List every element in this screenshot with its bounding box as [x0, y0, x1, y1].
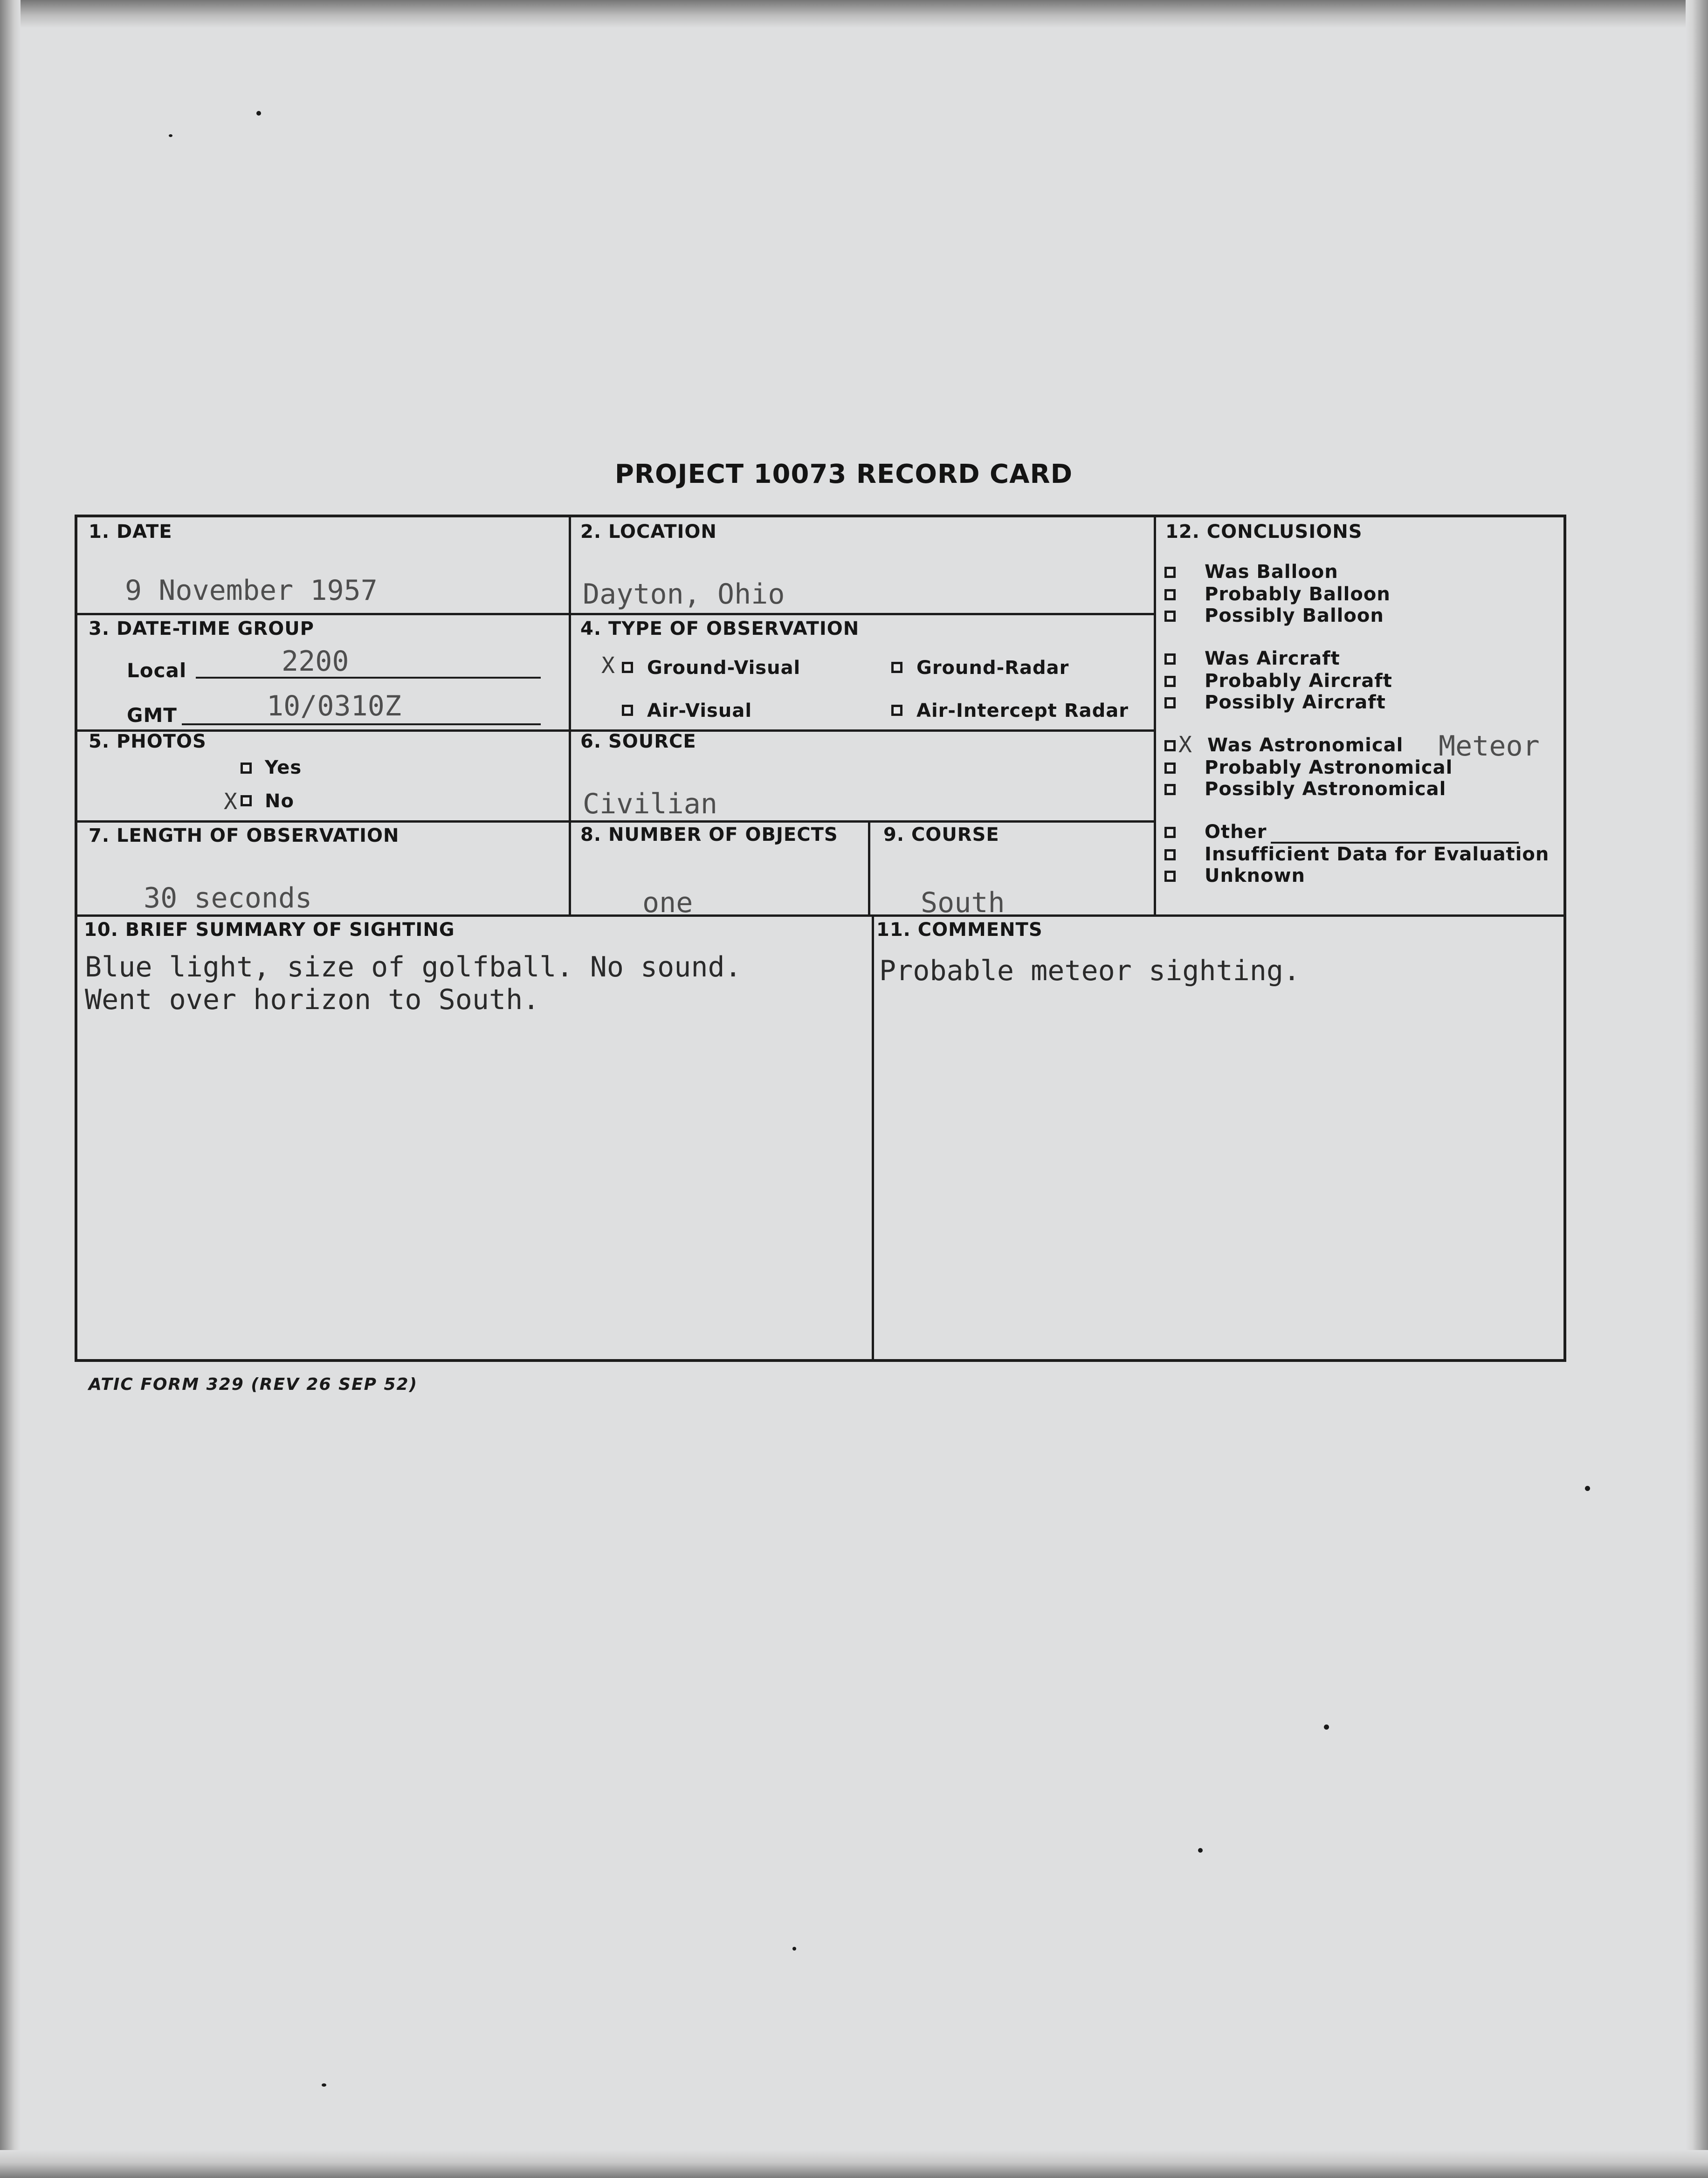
- photos-no-x-mark: X: [224, 789, 237, 815]
- dust-speck: [1585, 1486, 1590, 1491]
- was-aircraft-checkbox[interactable]: [1164, 653, 1176, 665]
- probably-aircraft-checkbox[interactable]: [1164, 676, 1176, 687]
- course-label: 9. COURSE: [883, 824, 999, 845]
- was-astronomical-option: Was Astronomical: [1207, 735, 1404, 756]
- scan-edge-top: [0, 0, 1708, 28]
- location-label: 2. LOCATION: [580, 521, 717, 543]
- was-aircraft-option: Was Aircraft: [1205, 648, 1340, 669]
- dust-speck: [322, 2083, 326, 2087]
- divider-row3: [77, 820, 1154, 823]
- probably-astronomical-option: Probably Astronomical: [1205, 757, 1453, 778]
- divider-row1: [77, 613, 1154, 615]
- photos-label: 5. PHOTOS: [89, 731, 207, 752]
- possibly-balloon-option: Possibly Balloon: [1205, 605, 1384, 626]
- gmt-value: 10/0310Z: [267, 690, 401, 722]
- ground-visual-checkbox[interactable]: [622, 662, 633, 673]
- divider-summary: [872, 914, 874, 1360]
- photos-no-checkbox[interactable]: [241, 795, 252, 806]
- course-value: South: [921, 886, 1005, 919]
- other-checkbox[interactable]: [1164, 827, 1176, 838]
- ground-visual-x-mark: X: [601, 653, 615, 679]
- scan-edge-right: [1686, 0, 1708, 2178]
- dust-speck: [169, 134, 172, 137]
- type-of-observation-label: 4. TYPE OF OBSERVATION: [580, 618, 860, 639]
- source-value: Civilian: [583, 788, 717, 820]
- summary-line-2: Went over horizon to South.: [85, 983, 540, 1016]
- date-label: 1. DATE: [89, 521, 172, 543]
- gmt-label: GMT: [127, 704, 177, 727]
- insufficient-data-option: Insufficient Data for Evaluation: [1205, 844, 1550, 865]
- was-astronomical-checkbox[interactable]: [1164, 740, 1176, 751]
- length-of-observation-label: 7. LENGTH OF OBSERVATION: [89, 825, 399, 846]
- summary-label: 10. BRIEF SUMMARY OF SIGHTING: [84, 919, 455, 941]
- air-intercept-radar-option: Air-Intercept Radar: [916, 700, 1129, 721]
- insufficient-data-checkbox[interactable]: [1164, 849, 1176, 860]
- dust-speck: [1198, 1848, 1203, 1853]
- possibly-aircraft-checkbox[interactable]: [1164, 697, 1176, 708]
- gmt-underline: [182, 723, 541, 725]
- number-of-objects-label: 8. NUMBER OF OBJECTS: [580, 824, 838, 845]
- probably-aircraft-option: Probably Aircraft: [1205, 670, 1392, 692]
- ground-radar-checkbox[interactable]: [891, 662, 902, 673]
- divider-col1: [569, 517, 571, 914]
- comments-value: Probable meteor sighting.: [879, 955, 1301, 987]
- conclusions-label: 12. CONCLUSIONS: [1165, 521, 1363, 543]
- ground-radar-option: Ground-Radar: [916, 657, 1069, 679]
- air-visual-checkbox[interactable]: [622, 705, 633, 716]
- meteor-annotation: Meteor: [1439, 730, 1540, 763]
- divider-col-course: [868, 820, 870, 914]
- probably-astronomical-checkbox[interactable]: [1164, 763, 1176, 774]
- divider-row4: [77, 914, 1563, 917]
- scan-edge-left: [0, 0, 21, 2178]
- probably-balloon-checkbox[interactable]: [1164, 589, 1176, 600]
- dust-speck: [256, 111, 261, 116]
- date-time-group-label: 3. DATE-TIME GROUP: [89, 618, 314, 639]
- form-number-footer: ATIC FORM 329 (REV 26 SEP 52): [89, 1375, 418, 1394]
- photos-yes-checkbox[interactable]: [241, 763, 252, 774]
- comments-label: 11. COMMENTS: [876, 919, 1043, 941]
- local-time-underline: [196, 677, 541, 679]
- was-astronomical-x-mark: X: [1178, 732, 1192, 758]
- possibly-balloon-checkbox[interactable]: [1164, 611, 1176, 622]
- unknown-option: Unknown: [1205, 865, 1305, 886]
- air-visual-option: Air-Visual: [647, 700, 752, 721]
- air-intercept-radar-checkbox[interactable]: [891, 705, 902, 716]
- local-time-value: 2200: [282, 645, 349, 678]
- was-balloon-option: Was Balloon: [1205, 561, 1338, 583]
- location-value: Dayton, Ohio: [583, 578, 785, 611]
- divider-col2: [1154, 517, 1156, 914]
- ground-visual-option: Ground-Visual: [647, 657, 801, 679]
- local-time-label: Local: [127, 659, 187, 682]
- dust-speck: [792, 1947, 796, 1951]
- card-title: PROJECT 10073 RECORD CARD: [614, 459, 1073, 489]
- summary-line-1: Blue light, size of golfball. No sound.: [85, 951, 742, 983]
- photos-yes-option: Yes: [265, 757, 302, 778]
- scan-edge-bottom: [0, 2150, 1708, 2178]
- possibly-astronomical-option: Possibly Astronomical: [1205, 778, 1446, 800]
- was-balloon-checkbox[interactable]: [1164, 567, 1176, 578]
- date-value: 9 November 1957: [125, 574, 378, 607]
- probably-balloon-option: Probably Balloon: [1205, 584, 1391, 605]
- source-label: 6. SOURCE: [580, 731, 696, 752]
- photos-no-option: No: [265, 790, 294, 812]
- dust-speck: [1324, 1725, 1329, 1730]
- other-option: Other: [1205, 821, 1267, 843]
- possibly-aircraft-option: Possibly Aircraft: [1205, 692, 1386, 713]
- possibly-astronomical-checkbox[interactable]: [1164, 784, 1176, 795]
- length-of-observation-value: 30 seconds: [144, 882, 312, 914]
- number-of-objects-value: one: [642, 886, 693, 919]
- unknown-checkbox[interactable]: [1164, 871, 1176, 882]
